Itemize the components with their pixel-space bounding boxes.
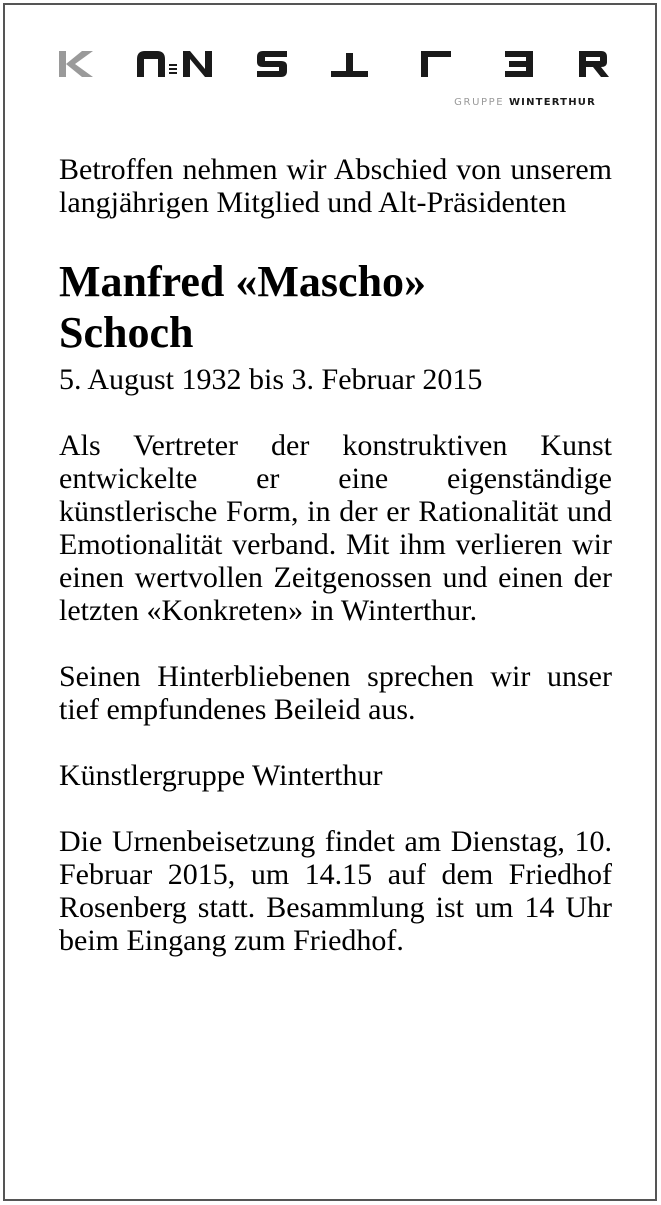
logo-subtitle-light: GRUPPE: [454, 97, 505, 108]
notice-frame: [3, 3, 657, 1201]
signature-text: Künstlergruppe Winterthur: [59, 759, 383, 792]
notice-body: [59, 153, 612, 957]
condolence-text: Seinen Hinterbliebenen sprechen wir unser tief empfundenes Beileid aus.: [59, 660, 612, 726]
intro-text: Betroffen nehmen wir Abschied von unserem langjährigen Mitglied und Alt-Präsidenten: [59, 153, 612, 219]
logo-subtitle-bold: WINTERTHUR: [508, 97, 596, 108]
deceased-name-line2: Schoch: [59, 308, 194, 357]
life-dates: 5. August 1932 bis 3. Februar 2015: [59, 363, 483, 396]
deceased-name-line1: Manfred «Mascho»: [59, 257, 427, 306]
kuenstlergruppe-logo-icon: [59, 51, 609, 77]
tribute-text: Als Vertreter der konstruktiven Kunst entwickelte er eine eigenständige künstlerische Form, in der er Rationalität und Emotionalität verband. Mit ihm verlieren wir einen wertvollen Zeitgenossen und einen der letzten «Konkreten» in Winterthur.: [59, 429, 612, 627]
logo-subtitle: [454, 97, 596, 108]
deceased-name: [59, 256, 612, 358]
funeral-text: Die Urnenbeisetzung findet am Dienstag, 10. Februar 2015, um 14.15 auf dem Friedhof Rosenberg statt. Besammlung ist um 14 Uhr beim Eingang zum Friedhof.: [59, 825, 612, 957]
